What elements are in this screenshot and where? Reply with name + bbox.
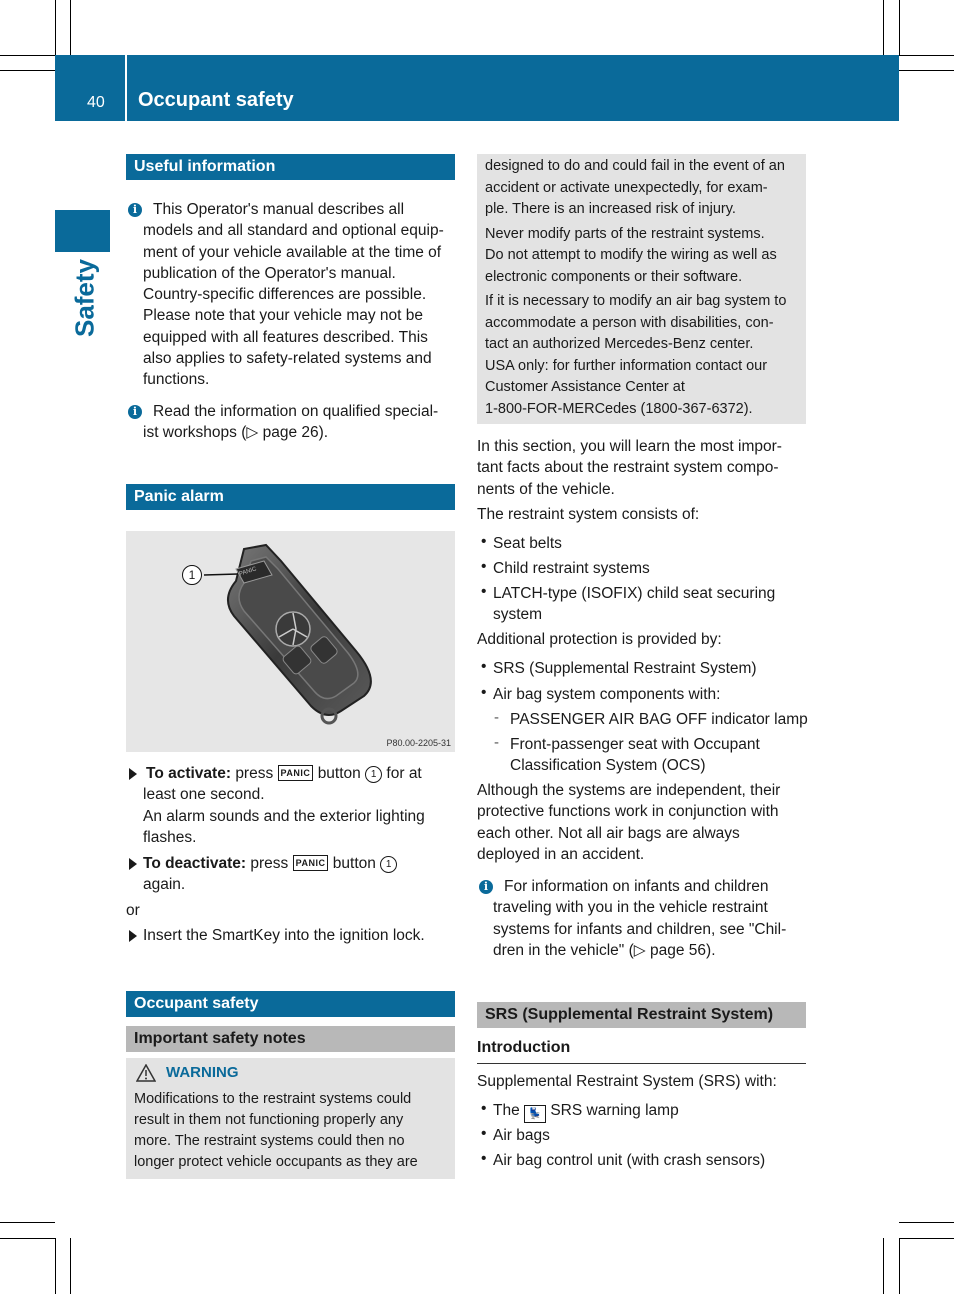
crop-mark [70,1238,71,1294]
callout-ref: 1 [365,766,382,783]
page-reference-link[interactable]: dren in the vehicle" (▷ page 56). [493,941,716,959]
warning-continued-text: designed to do and could fail in the event of an accident or activate unexpectedly, for exam- ple. There is an increased risk of injury. Never modify parts of the restraint systems. Do not attempt to modify the wiring as well as electronic components or their software. If it is necessary to modify an air bag system to accommodate a person with disabilities, con- tact an authorized Mercedes-Benz center. USA only: for further information contact our Customer Assistance Center at 1-800-FOR-MERCedes (1800-367-6372). [485,158,787,417]
info-icon: i [479,880,493,894]
occupant-safety-heading: Occupant safety [126,991,455,1017]
panic-alarm-heading: Panic alarm [126,484,455,510]
callout-1: 1 [182,565,202,585]
heading-rule [477,1063,806,1064]
bullet: • [481,533,487,550]
or-text: or [126,902,140,919]
bullet: • [481,583,487,600]
section-tab[interactable] [55,210,110,252]
insert-step: Insert the SmartKey into the ignition lock. [143,927,425,944]
warning-icon [136,1064,156,1082]
consists-text: The restraint system consists of: [477,506,700,523]
step-arrow [129,858,137,870]
list-item: LATCH-type (ISOFIX) child seat securing system [493,585,776,624]
srs-with-text: Supplemental Restraint System (SRS) with: [477,1073,777,1090]
list-item: Air bag system components with: [493,686,721,703]
crop-mark [899,1238,900,1294]
smartkey-illustration [126,531,455,752]
step-arrow [129,768,137,780]
important-safety-notes-heading: Important safety notes [126,1026,455,1052]
step-arrow [129,930,137,942]
crop-mark [70,0,71,55]
crop-mark [0,70,55,71]
page-number: 40 [87,94,105,111]
list-item: Seat belts [493,535,562,552]
list-item: The 💺 SRS warning lamp [493,1100,679,1123]
intro-paragraph: In this section, you will learn the most impor- tant facts about the restraint system compo- nents of the vehicle. [477,438,782,498]
bullet: • [481,658,487,675]
dash: - [494,734,499,751]
info-icon: i [128,405,142,419]
srs-heading: SRS (Supplemental Restraint System) [477,1002,806,1028]
page-reference-link[interactable]: ist workshops (▷ page 26). [143,424,329,442]
dash: - [494,709,499,726]
additional-text: Additional protection is provided by: [477,631,722,648]
panic-key-icon: PANIC [293,855,329,871]
crop-mark [899,1238,954,1239]
crop-mark [899,55,954,56]
crop-mark [0,1222,55,1223]
image-code: P80.00-2205-31 [386,738,451,748]
list-item: Air bags [493,1127,550,1144]
sub-list-item: Front-passenger seat with Occupant Classification System (OCS) [510,736,760,775]
smartkey-drawing [126,531,455,752]
crop-mark [55,1238,56,1294]
list-item: SRS (Supplemental Restraint System) [493,660,757,677]
srs-warning-lamp-icon: 💺 [524,1105,546,1123]
crop-mark [883,0,884,55]
info-icon: i [128,203,142,217]
bullet: • [481,558,487,575]
bullet: • [481,1150,487,1167]
crop-mark [899,1222,954,1223]
introduction-heading: Introduction [477,1039,571,1056]
crop-mark [899,0,900,55]
sub-list-item: PASSENGER AIR BAG OFF indicator lamp [510,711,808,728]
although-paragraph: Although the systems are independent, their protective functions work in conjunction with each other. Not all air bags are always deployed in an accident. [477,782,781,863]
info-note-children: For information on infants and children traveling with you in the vehicle restraint systems for infants and children, see "Chil- dren in the vehicle" (▷ page 56). [493,876,786,961]
page-title: Occupant safety [138,89,294,111]
panic-key-icon: PANIC [278,765,314,781]
info-note-2: Read the information on qualified special- ist workshops (▷ page 26). [143,401,438,444]
crop-mark [899,70,954,71]
crop-mark [0,55,55,56]
useful-information-heading: Useful information [126,154,455,180]
bullet: • [481,684,487,701]
info-note-1: This Operator's manual describes all models and all standard and optional equip- ment of your vehicle available at the time of publication of the Operator's manual. Country-specific differences are possible. Please note that your vehicle may not be equipped with all features described. This also applies to safety-related systems and functions. [143,201,444,389]
crop-mark [55,0,56,55]
warning-text: Modifications to the restraint systems could result in them not functioning properly any more. The restraint systems could then no longer protect vehicle occupants as they are [134,1091,418,1170]
crop-mark [0,1238,55,1239]
callout-ref: 1 [380,856,397,873]
bullet: • [481,1125,487,1142]
header-divider [125,55,127,121]
list-item: Child restraint systems [493,560,650,577]
key-panic-button-text: PANIC [238,566,258,578]
crop-mark [883,1238,884,1294]
warning-label: WARNING [166,1064,239,1081]
side-section-label: Safety [69,258,100,338]
list-item: Air bag control unit (with crash sensors) [493,1152,766,1169]
deactivate-step: To deactivate: press PANIC button 1 again. [143,853,463,896]
bullet: • [481,1100,487,1117]
activate-step: To activate: press PANIC button 1 for at least one second. An alarm sounds and the exterior lighting flashes. [143,765,425,846]
